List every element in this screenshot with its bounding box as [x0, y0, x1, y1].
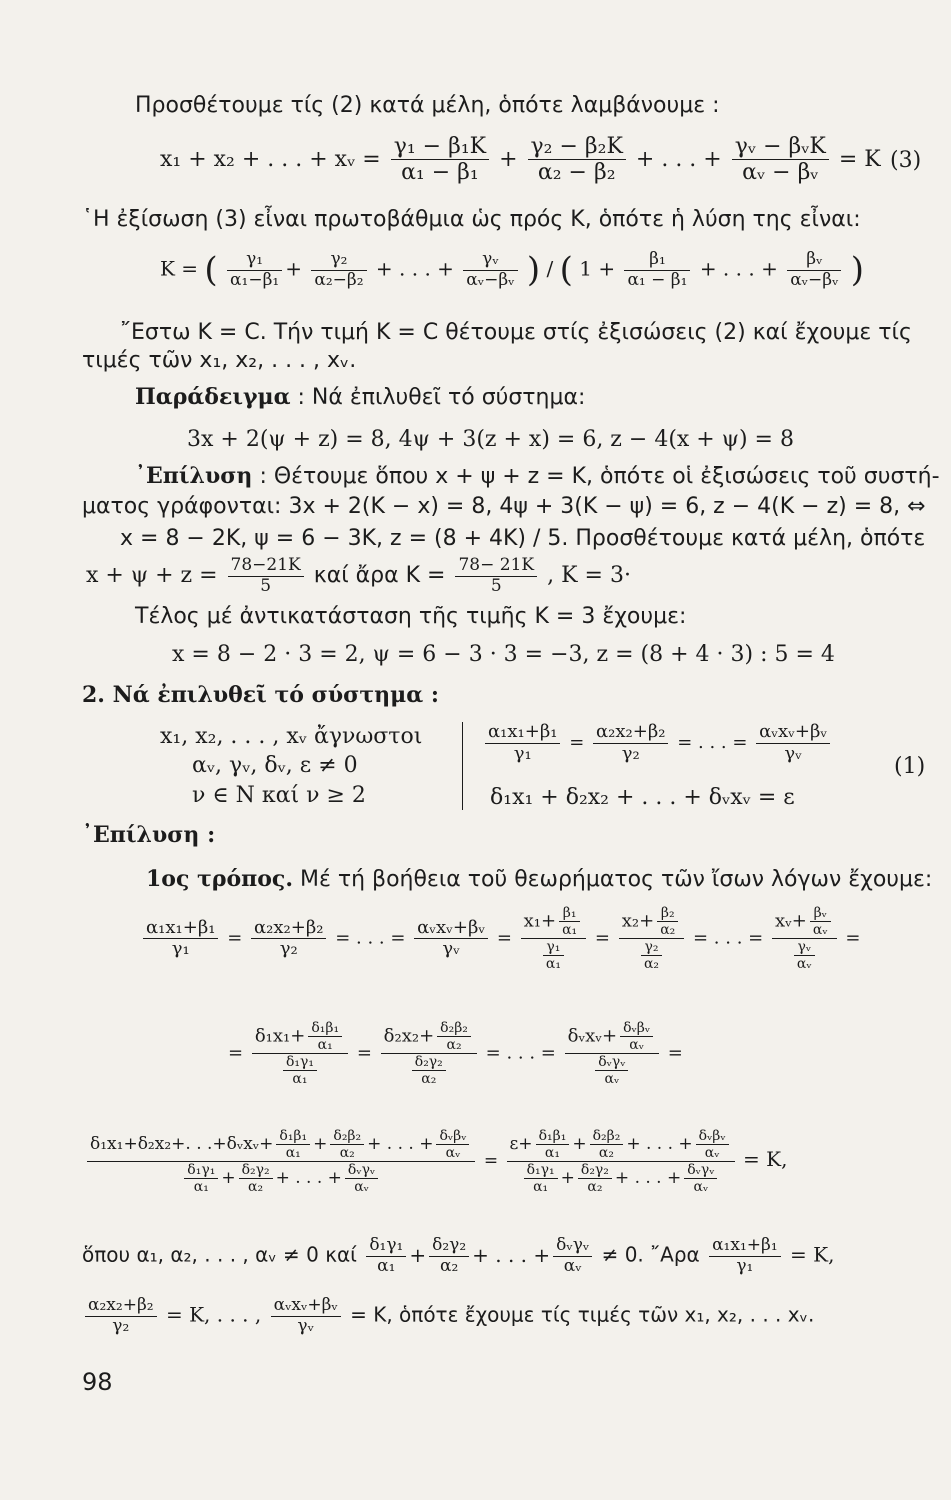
finally-result: x = 8 − 2 · 3 = 2, ψ = 6 − 3 · 3 = −3, z = (8 + 4 · 3) : 5 = 4: [172, 642, 835, 667]
left-paren: (: [204, 250, 218, 291]
k-frac-b: $\frac{\text{γ₂}}{\text{α₂−β₂}}$: [311, 250, 366, 290]
left-paren-2: (: [559, 250, 573, 291]
ratio-v: $\frac{\text{αᵥxᵥ+βᵥ}}{\text{γᵥ}}$: [756, 722, 830, 764]
eq3-tag: (3): [890, 148, 922, 173]
eq3-fraction-1: $\frac{\text{γ₁ − β₁K}}{\text{α₁ − β₁}}$: [391, 134, 489, 186]
method-1-label: 1ος τρόπος.: [146, 866, 293, 892]
right-paren: ): [526, 250, 541, 291]
k-lhs: K =: [160, 256, 199, 281]
where-mid: ≠ 0. ῎Αρα: [601, 1242, 700, 1267]
chain-1: $\frac{\text{α₁x₁+β₁}}{\text{γ₁}}$ = $\frac{\text{α₂x₂+β₂}}{\text{γ₂}}$ = . . . = $\frac{\text{αᵥxᵥ+βᵥ}}{\text{γᵥ}}$ = x₁+ $\frac{\text{β₁}}{\text{α₁}}$ $\frac{\text{γ₁}}{\text{α₁}}$ = x₂+ $\frac{\text{β₂}}{\text{α₂}}$ $\frac{\text{γ₂}}{\text{α₂}}$ = . . . = xᵥ+ $\frac{\text{βᵥ}}{\text{αᵥ}}$ $\frac{\text{γᵥ}}{\text{αᵥ}}$ =: [140, 905, 860, 972]
eq3-plus: +: [499, 146, 518, 172]
example-line: [135, 384, 585, 411]
problem2-equal-ratios: [482, 722, 833, 764]
k-dots-1: + . . . +: [375, 256, 454, 281]
k-dots-2: + . . . +: [699, 256, 778, 281]
chain1-frac-c: $\frac{\text{αᵥxᵥ+βᵥ}}{\text{γᵥ}}$: [414, 918, 488, 960]
page-number: 98: [82, 1368, 113, 1396]
chain1-frac-b: $\frac{\text{α₂x₂+β₂}}{\text{γ₂}}$: [251, 918, 326, 960]
eq3-dots: + . . . +: [635, 146, 722, 172]
method-1-line: [146, 866, 932, 893]
problem2-left-2: αᵥ, γᵥ, δᵥ, ε ≠ 0: [192, 753, 358, 778]
esto-line-1: ῎Εστω K = C. Τήν τιμή K = C θέτουμε στίς ἐξισώσεις (2) καί ἔχουμε τίς: [120, 320, 912, 345]
ratio-1: $\frac{\text{α₁x₁+β₁}}{\text{γ₁}}$: [485, 722, 560, 764]
k-slash: /: [546, 256, 554, 281]
where-tail: = K,: [790, 1242, 835, 1267]
finally-text: Τέλος μέ ἀντικατάσταση τῆς τιμῆς K = 3 ἔχουμε:: [135, 604, 687, 629]
ratio-dots: = . . . =: [677, 732, 748, 754]
chain-3: δ₁x₁+δ₂x₂+. . .+δᵥxᵥ+ $\frac{\text{δ₁β₁}}{\text{α₁}}$ + $\frac{\text{δ₂β₂}}{\text{α₂}}$ + . . . + $\frac{\text{δᵥβᵥ}}{\text{αᵥ}}$ $\frac{\text{δ₁γ₁}}{\text{α₁}}$ + $\frac{\text{δ₂γ₂}}{\text{α₂}}$ + . . . + $\frac{\text{δᵥγᵥ}}{\text{αᵥ}}$ = ε+ $\frac{\text{δ₁β₁}}{\text{α₁}}$ + $\frac{\text{δ₂β₂}}{\text{α₂}}$ + . . . + $\frac{\text{δᵥβᵥ}}{\text{αᵥ}}$ $\frac{\text{δ₁γ₁}}{\text{α₁}}$ + $\frac{\text{δ₂γ₂}}{\text{α₂}}$ + . . . + $\frac{\text{δᵥγᵥ}}{\text{αᵥ}}$ = K,: [84, 1128, 787, 1195]
esto-line-2: τιμές τῶν x₁, x₂, . . . , xᵥ.: [82, 348, 357, 373]
chain2-frac-c: δᵥxᵥ+ $\frac{\text{δᵥβᵥ}}{\text{αᵥ}}$ $\frac{\text{δᵥγᵥ}}{\text{αᵥ}}$: [565, 1020, 659, 1087]
sum-fraction: $\frac{78-21K}{5}$: [228, 556, 304, 596]
k-frac-c: $\frac{\text{γᵥ}}{\text{αᵥ−βᵥ}}$: [463, 250, 517, 290]
chain1-frac-f: xᵥ+ $\frac{\text{βᵥ}}{\text{αᵥ}}$ $\frac{\text{γᵥ}}{\text{αᵥ}}$: [772, 905, 837, 972]
problem2-linear-eq: δ₁x₁ + δ₂x₂ + . . . + δᵥxᵥ = ε: [490, 785, 795, 810]
example-text: : Νά ἐπιλυθεῖ τό σύστημα:: [297, 385, 586, 410]
solution-line-3: x = 8 − 2K, ψ = 6 − 3K, z = (8 + 4K) / 5. Προσθέτουμε κατά μέλη, ὁπότε: [120, 526, 926, 551]
vertical-divider: [462, 722, 463, 810]
chain1-frac-d: x₁+ $\frac{\text{β₁}}{\text{α₁}}$ $\frac{\text{γ₁}}{\text{α₁}}$: [521, 905, 587, 972]
chain-2: = δ₁x₁+ $\frac{\text{δ₁β₁}}{\text{α₁}}$ $\frac{\text{δ₁γ₁}}{\text{α₁}}$ = δ₂x₂+ $\frac{\text{δ₂β₂}}{\text{α₂}}$ $\frac{\text{δ₂γ₂}}{\text{α₂}}$ = . . . = δᵥxᵥ+ $\frac{\text{δᵥβᵥ}}{\text{αᵥ}}$ $\frac{\text{δᵥγᵥ}}{\text{αᵥ}}$ =: [228, 1020, 683, 1088]
chain1-frac-e: x₂+ $\frac{\text{β₂}}{\text{α₂}}$ $\frac{\text{γ₂}}{\text{α₂}}$: [619, 905, 685, 972]
chain2-frac-a: δ₁x₁+ $\frac{\text{δ₁β₁}}{\text{α₁}}$ $\frac{\text{δ₁γ₁}}{\text{α₁}}$: [252, 1020, 348, 1087]
where-line: ὅπου α₁, α₂, . . . , αᵥ ≠ 0 καί $\frac{\text{δ₁γ₁}}{\text{α₁}}$ + $\frac{\text{δ₂γ₂}}{\text{α₂}}$ + . . . + $\frac{\text{δᵥγᵥ}}{\text{αᵥ}}$ ≠ 0. ῎Αρα $\frac{\text{α₁x₁+β₁}}{\text{γ₁}}$ = K,: [82, 1235, 835, 1276]
solution-line-2: ματος γράφονται: 3x + 2(K − x) = 8, 4ψ + 3(K − ψ) = 6, z − 4(K − z) = 8, ⇔: [82, 494, 926, 519]
k-fraction: $\frac{78- 21K}{5}$: [455, 556, 537, 596]
solution-2-label: ᾿Επίλυση :: [82, 822, 216, 848]
equation-3: [160, 134, 881, 186]
right-paren-2: ): [850, 250, 865, 291]
solution-line-4: [86, 556, 631, 596]
k-frac-a: $\frac{\text{γ₁}}{\text{α₁−β₁}}$: [227, 250, 282, 290]
chain1-frac-a: $\frac{\text{α₁x₁+β₁}}{\text{γ₁}}$: [143, 918, 218, 960]
sum-mid: καί ἄρα K =: [313, 563, 446, 589]
eq3-lhs: x₁ + x₂ + . . . + xᵥ =: [160, 146, 381, 172]
example-label: Παράδειγμα: [135, 384, 291, 410]
problem-2-heading: 2. Νά ἐπιλυθεῖ τό σύστημα :: [82, 682, 439, 708]
problem2-left-1: x₁, x₂, . . . , xᵥ ἄγνωστοι: [160, 724, 423, 749]
k-formula: K = ( $\frac{\text{γ₁}}{\text{α₁−β₁}}$ + $\frac{\text{γ₂}}{\text{α₂−β₂}}$ + . . . + $\frac{\text{γᵥ}}{\text{αᵥ−βᵥ}}$ ) / ( 1 + $\frac{\text{β₁}}{\text{α₁ − β₁}}$ + . . . + $\frac{\text{βᵥ}}{\text{αᵥ−βᵥ}}$ ): [160, 249, 865, 291]
eq3-fraction-v: $\frac{\text{γᵥ − βᵥK}}{\text{αᵥ − βᵥ}}$: [732, 134, 829, 186]
ratio-eq: =: [569, 732, 585, 754]
chain3-right: ε+ $\frac{\text{δ₁β₁}}{\text{α₁}}$ + $\frac{\text{δ₂β₂}}{\text{α₂}}$ + . . . + $\frac{\text{δᵥβᵥ}}{\text{αᵥ}}$ $\frac{\text{δ₁γ₁}}{\text{α₁}}$ + $\frac{\text{δ₂γ₂}}{\text{α₂}}$ + . . . + $\frac{\text{δᵥγᵥ}}{\text{αᵥ}}$: [507, 1128, 735, 1195]
where-pre: ὅπου α₁, α₂, . . . , αᵥ ≠ 0 καί: [82, 1242, 357, 1267]
intro-text: Προσθέτουμε τίς (2) κατά μέλη, ὁπότε λαμβάνουμε :: [135, 93, 720, 118]
k-one-plus: 1 +: [579, 256, 616, 281]
problem2-left-3: ν ∈ N καί ν ≥ 2: [192, 783, 366, 808]
last-mid: = K, . . . ,: [165, 1302, 262, 1327]
k-frac-d: $\frac{\text{β₁}}{\text{α₁ − β₁}}$: [624, 250, 690, 290]
method-1-text: Μέ τή βοήθεια τοῦ θεωρήματος τῶν ἴσων λόγων ἔχουμε:: [299, 867, 933, 892]
example-system: 3x + 2(ψ + z) = 8, 4ψ + 3(z + x) = 6, z − 4(x + ψ) = 8: [187, 427, 794, 452]
sum-lhs: x + ψ + z =: [86, 563, 218, 589]
chain2-frac-b: δ₂x₂+ $\frac{\text{δ₂β₂}}{\text{α₂}}$ $\frac{\text{δ₂γ₂}}{\text{α₂}}$: [381, 1020, 477, 1087]
eq3-rhs: = K: [838, 146, 881, 172]
k-value: , K = 3·: [547, 563, 631, 589]
last-line: $\frac{\text{α₂x₂+β₂}}{\text{γ₂}}$ = K, . . . , $\frac{\text{αᵥxᵥ+βᵥ}}{\text{γᵥ}}$ = K, ὁπότε ἔχουμε τίς τιμές τῶν x₁, x₂, . . . xᵥ.: [82, 1296, 814, 1336]
last-tail: = K, ὁπότε ἔχουμε τίς τιμές τῶν x₁, x₂, . . . xᵥ.: [350, 1302, 815, 1327]
system-tag: (1): [894, 754, 926, 779]
solution-line-1: [135, 463, 940, 490]
solution-label: ᾿Επίλυση: [135, 463, 253, 489]
solution-text-1: : Θέτουμε ὅπου x + ψ + z = K, ὁπότε οἱ ἐξισώσεις τοῦ συστή-: [259, 464, 940, 489]
ratio-2: $\frac{\text{α₂x₂+β₂}}{\text{γ₂}}$: [593, 722, 668, 764]
k-frac-e: $\frac{\text{βᵥ}}{\text{αᵥ−βᵥ}}$: [787, 250, 841, 290]
eq3-description: ῾Η ἐξίσωση (3) εἶναι πρωτοβάθμια ὡς πρός K, ὁπότε ἡ λύση της εἶναι:: [82, 207, 861, 232]
chain3-left: δ₁x₁+δ₂x₂+. . .+δᵥxᵥ+ $\frac{\text{δ₁β₁}}{\text{α₁}}$ + $\frac{\text{δ₂β₂}}{\text{α₂}}$ + . . . + $\frac{\text{δᵥβᵥ}}{\text{αᵥ}}$ $\frac{\text{δ₁γ₁}}{\text{α₁}}$ + $\frac{\text{δ₂γ₂}}{\text{α₂}}$ + . . . + $\frac{\text{δᵥγᵥ}}{\text{αᵥ}}$: [87, 1128, 475, 1195]
eq3-fraction-2: $\frac{\text{γ₂ − β₂K}}{\text{α₂ − β₂}}$: [528, 134, 626, 186]
